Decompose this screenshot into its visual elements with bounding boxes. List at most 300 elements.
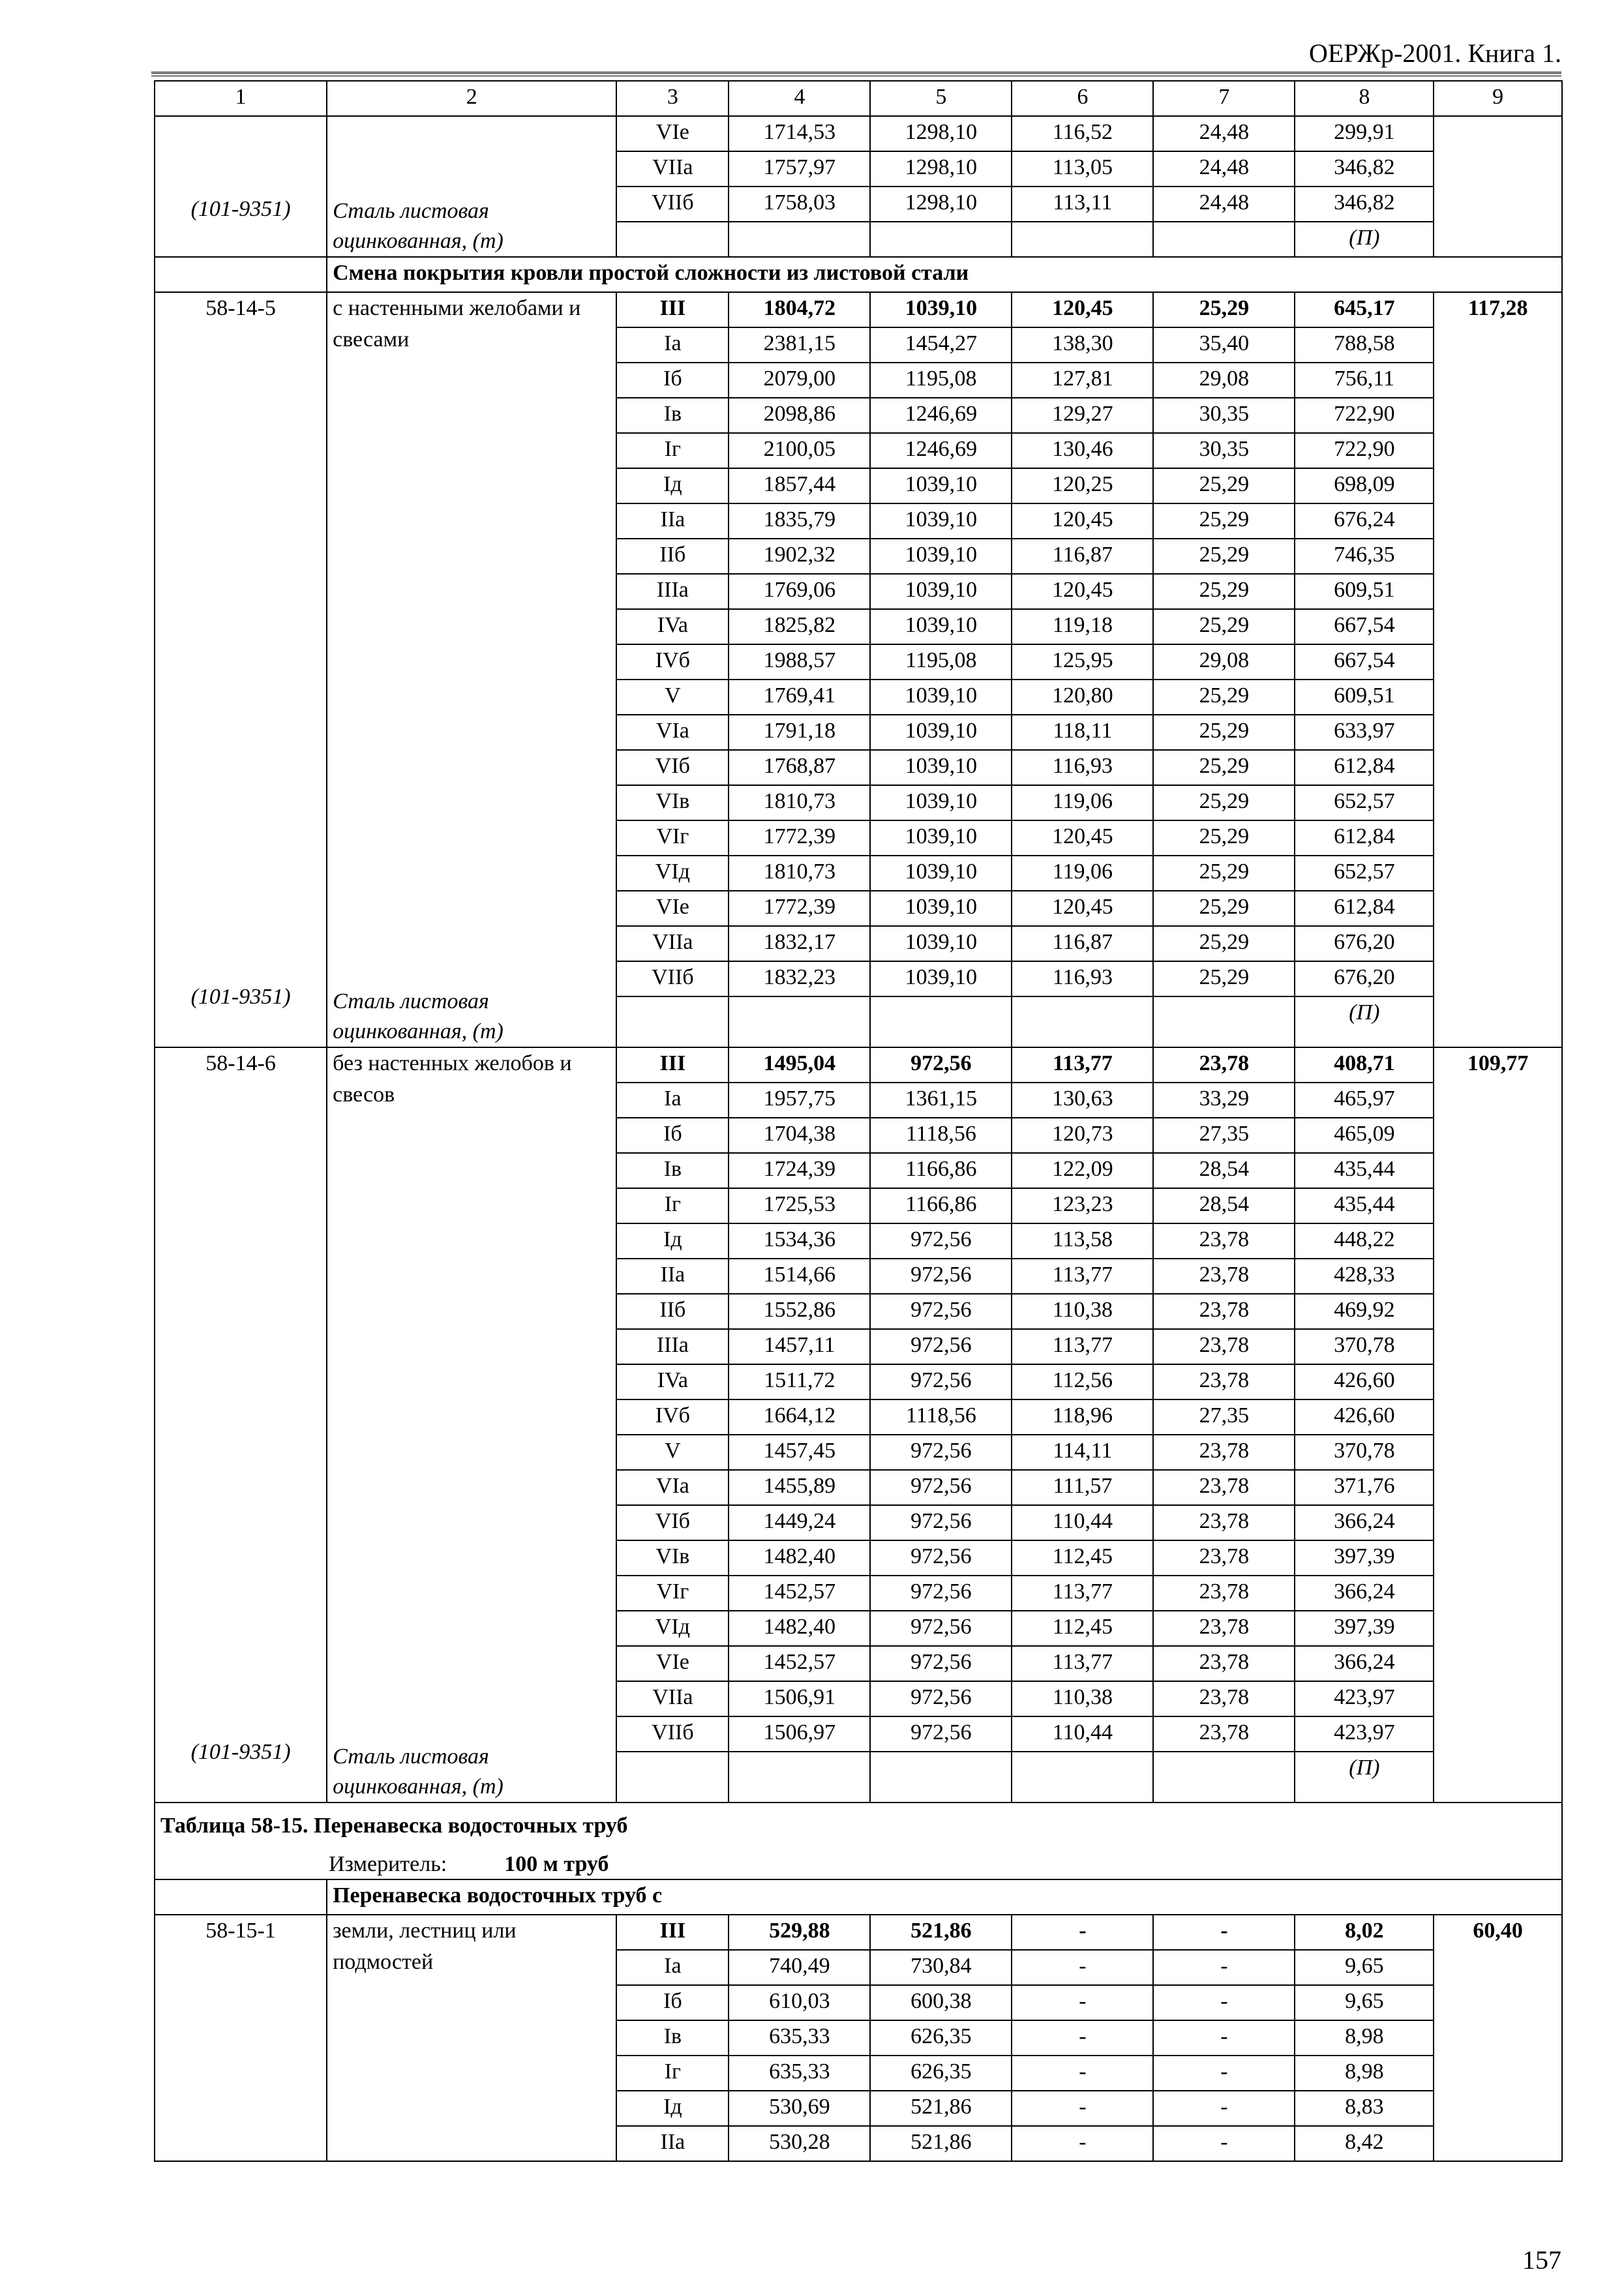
value-cell: 1039,10 [870,680,1012,715]
material-name: Сталь листовая оцинкованная, (т) [333,989,504,1043]
value-cell: 366,24 [1295,1576,1434,1611]
value-cell: 116,93 [1012,750,1153,785]
value-cell: VIд [616,856,729,891]
value-cell: 521,86 [870,2091,1012,2126]
value-cell: VIIa [616,151,729,187]
value-cell: 676,20 [1295,926,1434,961]
price-table [154,80,1563,2162]
value-cell: VIIб [616,187,729,222]
value-cell: - [1153,2056,1295,2091]
value-cell: 435,44 [1295,1153,1434,1188]
value-cell: 25,29 [1153,680,1295,715]
section-title: Смена покрытия кровли простой сложности из листовой стали [327,257,1562,292]
value-cell: - [1012,2056,1153,2091]
value-cell: IIб [616,539,729,574]
value-cell: 120,73 [1012,1118,1153,1153]
value-cell: 1039,10 [870,891,1012,926]
value-cell: Iб [616,1118,729,1153]
value-cell: 465,97 [1295,1083,1434,1118]
value-cell: 118,11 [1012,715,1153,750]
value-cell: III [616,292,729,327]
price-table-body [155,81,1562,2161]
value-cell: 24,48 [1153,116,1295,151]
empty-cell [616,222,729,257]
value-cell: 1832,23 [729,961,870,996]
value-cell: 1768,87 [729,750,870,785]
value-cell: 1552,86 [729,1294,870,1329]
value-cell: 28,54 [1153,1188,1295,1223]
value-cell: 122,09 [1012,1153,1153,1188]
value-cell: VIIб [616,961,729,996]
empty-cell [327,116,616,257]
value-cell: 1772,39 [729,820,870,856]
value-cell: VIe [616,116,729,151]
value-cell: 25,29 [1153,961,1295,996]
value-cell: 119,06 [1012,856,1153,891]
value-cell: 1039,10 [870,574,1012,609]
value-cell: 23,78 [1153,1364,1295,1399]
value-cell: 972,56 [870,1047,1012,1083]
table-row [155,1047,1562,1083]
value-cell: 23,78 [1153,1470,1295,1505]
value-cell: 346,82 [1295,187,1434,222]
value-cell: 123,23 [1012,1188,1153,1223]
value-cell: 612,84 [1295,820,1434,856]
empty-cell [616,996,729,1047]
value-cell: 118,96 [1012,1399,1153,1435]
value-cell: IVб [616,644,729,680]
value-cell: - [1153,2020,1295,2056]
value-cell: 698,09 [1295,468,1434,503]
value-cell: IIIa [616,1329,729,1364]
value-cell: 521,86 [870,1915,1012,1950]
value-cell: 1902,32 [729,539,870,574]
value-cell: 609,51 [1295,574,1434,609]
material-mark: (П) [1295,1752,1434,1803]
section-row [155,257,1562,292]
value-cell: VIб [616,750,729,785]
value-cell: Iв [616,398,729,433]
value-cell: 120,45 [1012,574,1153,609]
value-cell: Ia [616,1950,729,1985]
value-cell: 1769,06 [729,574,870,609]
value-cell: 633,97 [1295,715,1434,750]
value-cell: 667,54 [1295,609,1434,644]
value-cell: IIa [616,2126,729,2161]
value-cell: 116,52 [1012,116,1153,151]
value-cell: - [1012,2020,1153,2056]
value-cell: 1039,10 [870,468,1012,503]
value-cell: 25,29 [1153,820,1295,856]
value-cell: 972,56 [870,1646,1012,1681]
value-cell: 1039,10 [870,539,1012,574]
value-cell: 1758,03 [729,187,870,222]
value-cell: 1039,10 [870,609,1012,644]
value-cell: 426,60 [1295,1399,1434,1435]
value-cell: 1810,73 [729,856,870,891]
value-cell: Iд [616,1223,729,1259]
value-cell: 1298,10 [870,116,1012,151]
value-cell: 529,88 [729,1915,870,1950]
empty-cell [870,996,1012,1047]
value-cell: 1725,53 [729,1188,870,1223]
value-cell: 722,90 [1295,433,1434,468]
value-cell: 972,56 [870,1435,1012,1470]
column-header: 5 [870,81,1012,116]
value-cell: 119,06 [1012,785,1153,820]
value-cell: V [616,680,729,715]
empty-cell [616,1752,729,1803]
value-cell: 1514,66 [729,1259,870,1294]
value-cell: 1298,10 [870,187,1012,222]
value-cell: 112,45 [1012,1540,1153,1576]
value-cell: 27,35 [1153,1118,1295,1153]
value-cell: 1452,57 [729,1576,870,1611]
value-cell: 2098,86 [729,398,870,433]
value-cell: 652,57 [1295,856,1434,891]
value-cell: 110,38 [1012,1681,1153,1716]
entry-total: 109,77 [1434,1047,1562,1803]
value-cell: VIг [616,1576,729,1611]
value-cell: 1825,82 [729,609,870,644]
value-cell: 23,78 [1153,1329,1295,1364]
value-cell: Iб [616,1985,729,2020]
value-cell: 130,46 [1012,433,1153,468]
entry-code: 58-15-1 [155,1915,327,2161]
value-cell: 1482,40 [729,1540,870,1576]
value-cell: 23,78 [1153,1259,1295,1294]
value-cell: 612,84 [1295,891,1434,926]
value-cell: - [1012,2126,1153,2161]
value-cell: 600,38 [870,1985,1012,2020]
empty-cell [729,996,870,1047]
value-cell: 25,29 [1153,539,1295,574]
entry-code: 58-14-6 [205,1051,276,1075]
column-header: 9 [1434,81,1562,116]
value-cell: 428,33 [1295,1259,1434,1294]
value-cell: IVa [616,609,729,644]
value-cell: 1832,17 [729,926,870,961]
value-cell: 113,77 [1012,1259,1153,1294]
table-caption: Таблица 58-15. Перенавеска водосточных труб [155,1803,1562,1850]
value-cell: 25,29 [1153,785,1295,820]
value-cell: 408,71 [1295,1047,1434,1083]
value-cell: 1835,79 [729,503,870,539]
value-cell: 23,78 [1153,1435,1295,1470]
value-cell: 1495,04 [729,1047,870,1083]
value-cell: Iд [616,468,729,503]
value-cell: 1118,56 [870,1118,1012,1153]
value-cell: 120,45 [1012,820,1153,856]
value-cell: 113,58 [1012,1223,1153,1259]
value-cell: 972,56 [870,1329,1012,1364]
value-cell: VIг [616,820,729,856]
page-number: 157 [1522,2245,1561,2275]
value-cell: Iг [616,433,729,468]
value-cell: 23,78 [1153,1223,1295,1259]
value-cell: 465,09 [1295,1118,1434,1153]
column-header: 3 [616,81,729,116]
value-cell: 116,87 [1012,926,1153,961]
value-cell: 113,77 [1012,1047,1153,1083]
value-cell: 652,57 [1295,785,1434,820]
value-cell: 730,84 [870,1950,1012,1985]
caption-row [155,1803,1562,1850]
value-cell: 1039,10 [870,292,1012,327]
value-cell: 30,35 [1153,398,1295,433]
value-cell: 113,77 [1012,1576,1153,1611]
value-cell: 110,38 [1012,1294,1153,1329]
value-cell: - [1012,1985,1153,2020]
value-cell: 24,48 [1153,187,1295,222]
value-cell: 8,98 [1295,2056,1434,2091]
value-cell: 2079,00 [729,363,870,398]
value-cell: 23,78 [1153,1646,1295,1681]
value-cell: VIIa [616,1681,729,1716]
document-title: ОЕРЖр-2001. Книга 1. [1309,38,1561,68]
value-cell: VIв [616,785,729,820]
empty-cell [1153,222,1295,257]
value-cell: 28,54 [1153,1153,1295,1188]
value-cell: 426,60 [1295,1364,1434,1399]
value-cell: - [1153,2126,1295,2161]
value-cell: 1714,53 [729,116,870,151]
value-cell: 676,24 [1295,503,1434,539]
value-cell: 120,25 [1012,468,1153,503]
value-cell: 116,93 [1012,961,1153,996]
value-cell: 25,29 [1153,574,1295,609]
value-cell: 8,42 [1295,2126,1434,2161]
value-cell: 530,28 [729,2126,870,2161]
value-cell: 120,45 [1012,292,1153,327]
value-cell: 35,40 [1153,327,1295,363]
value-cell: 521,86 [870,2126,1012,2161]
value-cell: 25,29 [1153,891,1295,926]
value-cell: 138,30 [1012,327,1153,363]
value-cell: Ia [616,327,729,363]
value-cell: 25,29 [1153,926,1295,961]
value-cell: 610,03 [729,1985,870,2020]
value-cell: 1804,72 [729,292,870,327]
column-header: 6 [1012,81,1153,116]
column-header-row [155,81,1562,116]
value-cell: 626,35 [870,2056,1012,2091]
value-cell: Iд [616,2091,729,2126]
empty-cell [1012,1752,1153,1803]
value-cell: 435,44 [1295,1188,1434,1223]
value-cell: IVб [616,1399,729,1435]
value-cell: 423,97 [1295,1681,1434,1716]
entry-description-cell [327,292,616,1047]
value-cell: 397,39 [1295,1540,1434,1576]
value-cell: 972,56 [870,1540,1012,1576]
value-cell: 676,20 [1295,961,1434,996]
value-cell: 8,98 [1295,2020,1434,2056]
value-cell: 612,84 [1295,750,1434,785]
empty-cell [155,257,327,292]
value-cell: 112,45 [1012,1611,1153,1646]
value-cell: 1361,15 [870,1083,1012,1118]
value-cell: 113,11 [1012,187,1153,222]
meter-label: Измеритель: [329,1852,447,1876]
value-cell: 130,63 [1012,1083,1153,1118]
value-cell: 1664,12 [729,1399,870,1435]
value-cell: 29,08 [1153,363,1295,398]
value-cell: IIa [616,503,729,539]
value-cell: 423,97 [1295,1716,1434,1752]
value-cell: 635,33 [729,2020,870,2056]
value-cell: 1039,10 [870,503,1012,539]
value-cell: 1298,10 [870,151,1012,187]
value-cell: 33,29 [1153,1083,1295,1118]
value-cell: 129,27 [1012,398,1153,433]
value-cell: 30,35 [1153,433,1295,468]
material-code: (101-9351) [190,197,291,221]
value-cell: IVa [616,1364,729,1399]
value-cell: 397,39 [1295,1611,1434,1646]
value-cell: 972,56 [870,1294,1012,1329]
value-cell: 111,57 [1012,1470,1153,1505]
value-cell: 1455,89 [729,1470,870,1505]
entry-description: с настенными желобами и свесами [333,296,581,352]
value-cell: 1534,36 [729,1223,870,1259]
value-cell: 1039,10 [870,856,1012,891]
value-cell: 1449,24 [729,1505,870,1540]
value-cell: 120,45 [1012,503,1153,539]
value-cell: 366,24 [1295,1505,1434,1540]
meter-value: 100 м труб [504,1852,609,1876]
value-cell: 23,78 [1153,1294,1295,1329]
value-cell: 972,56 [870,1470,1012,1505]
value-cell: 23,78 [1153,1047,1295,1083]
value-cell: 1166,86 [870,1188,1012,1223]
value-cell: VIa [616,715,729,750]
value-cell: 120,80 [1012,680,1153,715]
value-cell: IIIa [616,574,729,609]
value-cell: 1506,97 [729,1716,870,1752]
empty-cell [1434,116,1562,257]
value-cell: 972,56 [870,1259,1012,1294]
value-cell: 1988,57 [729,644,870,680]
value-cell: 2100,05 [729,433,870,468]
empty-cell [1153,996,1295,1047]
value-cell: 740,49 [729,1950,870,1985]
value-cell: 1039,10 [870,750,1012,785]
value-cell: 635,33 [729,2056,870,2091]
value-cell: 25,29 [1153,503,1295,539]
value-cell: 1511,72 [729,1364,870,1399]
value-cell: Iг [616,1188,729,1223]
value-cell: - [1012,1950,1153,1985]
value-cell: VIe [616,1646,729,1681]
value-cell: Ia [616,1083,729,1118]
empty-cell [1153,1752,1295,1803]
value-cell: 113,77 [1012,1646,1153,1681]
value-cell: 1454,27 [870,327,1012,363]
value-cell: 112,56 [1012,1364,1153,1399]
value-cell: - [1153,2091,1295,2126]
value-cell: 23,78 [1153,1540,1295,1576]
value-cell: 1769,41 [729,680,870,715]
value-cell: III [616,1047,729,1083]
value-cell: 23,78 [1153,1576,1295,1611]
entry-code: 58-14-5 [205,296,276,320]
value-cell: 1195,08 [870,363,1012,398]
value-cell: 116,87 [1012,539,1153,574]
value-cell: 25,29 [1153,292,1295,327]
value-cell: 1757,97 [729,151,870,187]
value-cell: 667,54 [1295,644,1434,680]
entry-description: земли, лестниц или подмостей [327,1915,616,2161]
column-header: 2 [327,81,616,116]
column-header: 8 [1295,81,1434,116]
section-row [155,1879,1562,1915]
value-cell: 25,29 [1153,856,1295,891]
value-cell: 2381,15 [729,327,870,363]
table-row [155,116,1562,151]
entry-code-cell [155,292,327,1047]
value-cell: 746,35 [1295,539,1434,574]
empty-cell [729,1752,870,1803]
value-cell: 1118,56 [870,1399,1012,1435]
value-cell: 1246,69 [870,398,1012,433]
value-cell: 1791,18 [729,715,870,750]
value-cell: 25,29 [1153,715,1295,750]
value-cell: 972,56 [870,1611,1012,1646]
value-cell: 645,17 [1295,292,1434,327]
material-mark: (П) [1295,222,1434,257]
value-cell: VIб [616,1505,729,1540]
value-cell: Iв [616,2020,729,2056]
value-cell: - [1153,1985,1295,2020]
value-cell: 530,69 [729,2091,870,2126]
value-cell: 113,05 [1012,151,1153,187]
empty-cell [1012,996,1153,1047]
value-cell: 1957,75 [729,1083,870,1118]
value-cell: 114,11 [1012,1435,1153,1470]
value-cell: 1039,10 [870,715,1012,750]
value-cell: 27,35 [1153,1399,1295,1435]
value-cell: - [1012,2091,1153,2126]
section-title: Перенавеска водосточных труб с [327,1879,1562,1915]
value-cell: 24,48 [1153,151,1295,187]
value-cell: 29,08 [1153,644,1295,680]
value-cell: VIe [616,891,729,926]
value-cell: IIa [616,1259,729,1294]
value-cell: 23,78 [1153,1505,1295,1540]
value-cell: 113,77 [1012,1329,1153,1364]
value-cell: Iб [616,363,729,398]
value-cell: 1246,69 [870,433,1012,468]
table-row [155,292,1562,327]
value-cell: 972,56 [870,1716,1012,1752]
material-name: Сталь листовая оцинкованная, (т) [333,199,504,253]
value-cell: 972,56 [870,1681,1012,1716]
value-cell: 120,45 [1012,891,1153,926]
value-cell: 1704,38 [729,1118,870,1153]
value-cell: 1039,10 [870,785,1012,820]
value-cell: 8,83 [1295,2091,1434,2126]
value-cell: 972,56 [870,1505,1012,1540]
value-cell: 23,78 [1153,1611,1295,1646]
material-name: Сталь листовая оцинкованная, (т) [333,1744,504,1799]
value-cell: 110,44 [1012,1505,1153,1540]
value-cell: 9,65 [1295,1985,1434,2020]
value-cell: - [1012,1915,1153,1950]
value-cell: 23,78 [1153,1681,1295,1716]
value-cell: 1195,08 [870,644,1012,680]
value-cell: 370,78 [1295,1329,1434,1364]
